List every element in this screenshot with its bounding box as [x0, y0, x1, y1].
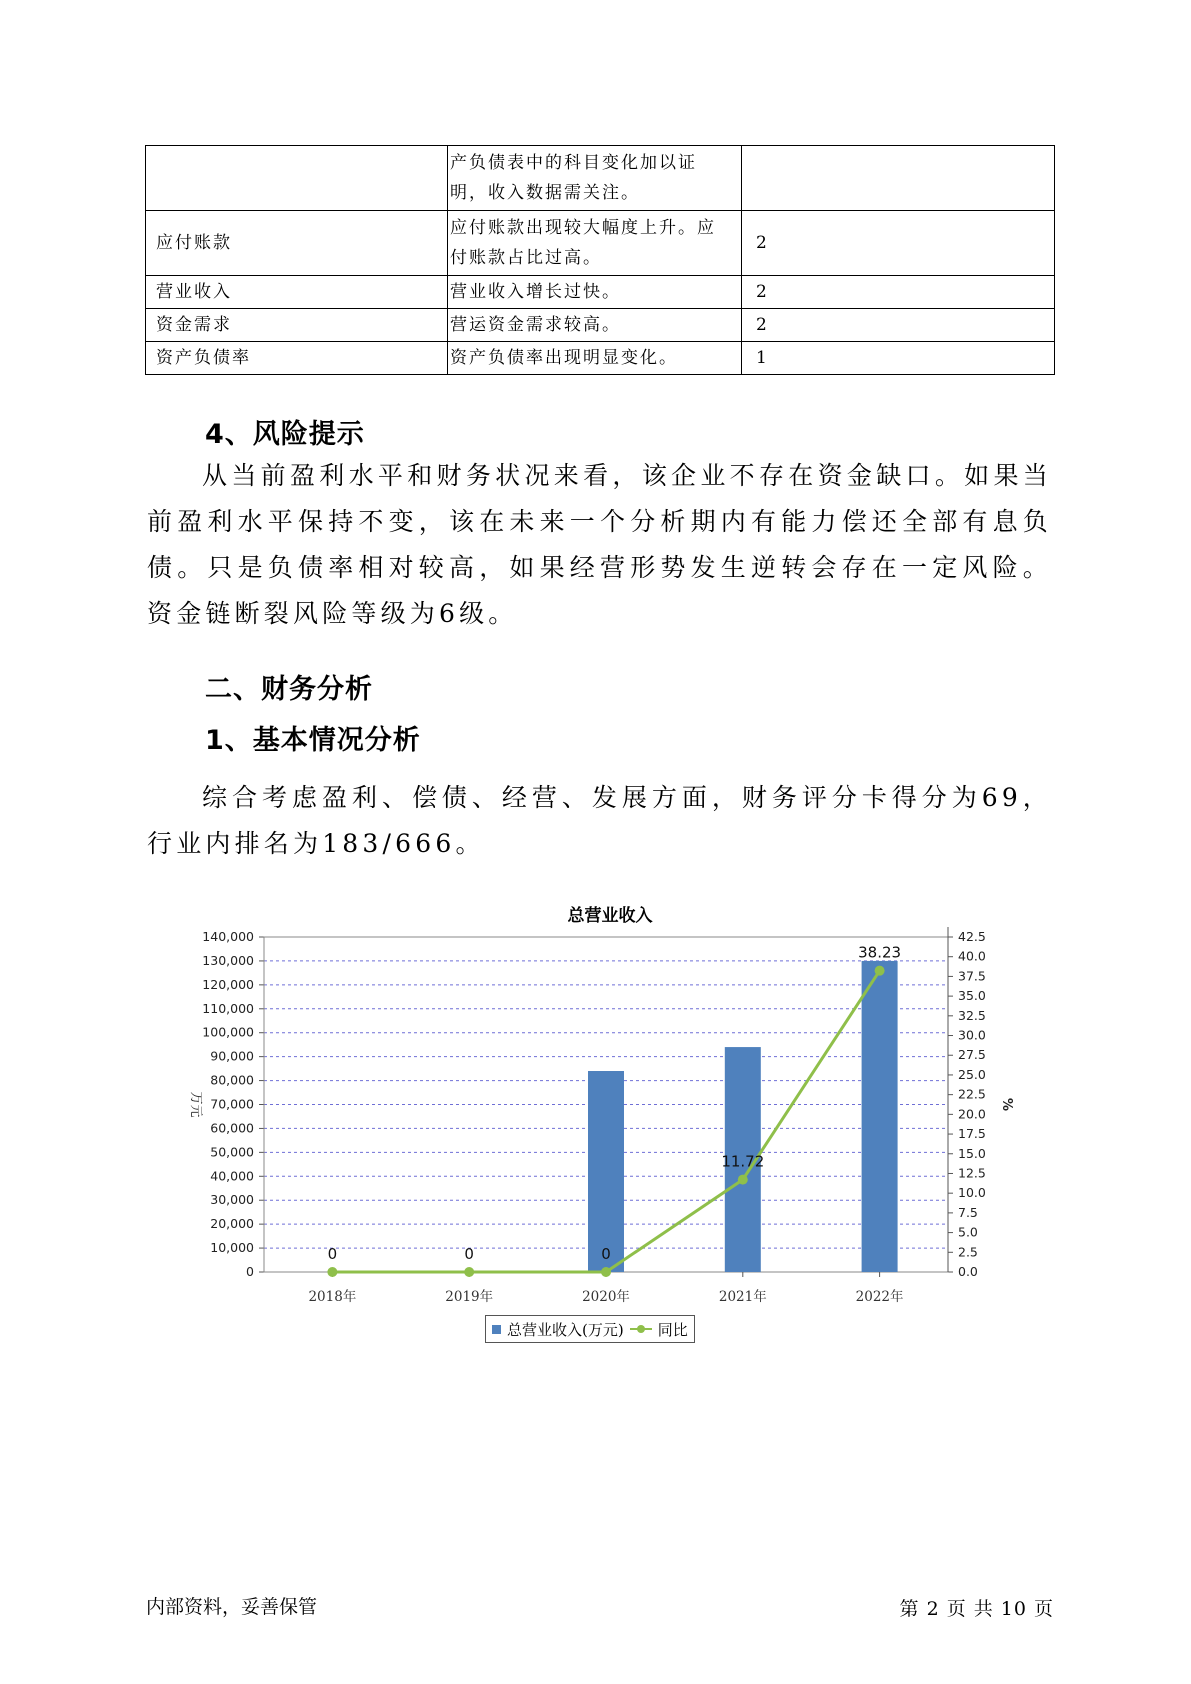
- y-tick-label: 120,000: [202, 976, 254, 992]
- y-tick-label: 90,000: [210, 1048, 254, 1064]
- legend-line-label: 同比: [657, 1320, 688, 1339]
- chart-title: 总营业收入: [567, 906, 653, 926]
- y-tick-label: 130,000: [202, 952, 254, 968]
- x-tick-label: 2019年: [445, 1289, 494, 1305]
- risk-table: [145, 145, 1055, 375]
- table-cell-level: [742, 146, 1055, 211]
- y2-tick-label: 5.0: [958, 1224, 978, 1240]
- paragraph-risk: 从当前盈利水平和财务状况来看，该企业不存在资金缺口。如果当前盈利水平保持不变，该在未来一个分析期内有能力偿还全部有息负债。只是负债率相对较高，如果经营形势发生逆转会存在一定风险。资金链断裂风险等级为6级。: [147, 461, 1052, 628]
- table-cell-item: [146, 146, 448, 211]
- y2-tick-label: 25.0: [958, 1066, 986, 1082]
- y2-tick-label: 22.5: [958, 1086, 986, 1102]
- y2-tick-label: 35.0: [958, 988, 986, 1004]
- table-row: [146, 146, 1055, 211]
- chart-legend: [485, 1315, 695, 1343]
- bar: [862, 961, 898, 1272]
- y2-tick-label: 2.5: [958, 1244, 978, 1260]
- table-cell-desc: 应付账款出现较大幅度上升。应付账款占比过高。: [448, 211, 742, 276]
- x-tick-label: 2020年: [582, 1289, 630, 1305]
- revenue-chart: [180, 895, 1040, 1355]
- table-cell-level: 2: [742, 309, 1055, 342]
- data-label: 0: [601, 1245, 611, 1263]
- legend-bar-swatch: [492, 1325, 501, 1334]
- table-cell-item: 营业收入: [146, 276, 448, 309]
- table-cell-item: 资金需求: [146, 309, 448, 342]
- y-tick-label: 60,000: [210, 1120, 254, 1136]
- yoy-point: [738, 1175, 748, 1185]
- x-tick-label: 2022年: [855, 1289, 904, 1305]
- heading-finance: 二、财务分析: [205, 674, 373, 705]
- y-tick-label: 40,000: [210, 1168, 254, 1184]
- data-label: 0: [464, 1245, 474, 1263]
- footer-confidential: 内部资料，妥善保管: [146, 1596, 318, 1618]
- y2-tick-label: 0.0: [958, 1264, 978, 1279]
- y-tick-label: 70,000: [210, 1096, 254, 1112]
- y2-tick-label: 37.5: [958, 968, 986, 984]
- y2-tick-label: 15.0: [958, 1145, 986, 1161]
- y2-tick-label: 12.5: [958, 1165, 986, 1181]
- y-tick-label: 140,000: [202, 929, 254, 944]
- table-cell-level: 1: [742, 342, 1055, 375]
- yoy-point: [327, 1267, 337, 1277]
- chart-plot: [180, 895, 1040, 1315]
- y2-tick-label: 42.5: [958, 929, 986, 944]
- y-axis-label: 万元: [188, 1091, 203, 1118]
- y-tick-label: 20,000: [210, 1216, 254, 1232]
- y2-tick-label: 32.5: [958, 1007, 986, 1023]
- data-label: 11.72: [721, 1152, 765, 1171]
- y2-tick-label: 30.0: [958, 1027, 986, 1043]
- x-tick-label: 2021年: [718, 1289, 767, 1305]
- y-tick-label: 110,000: [202, 1000, 254, 1016]
- y-tick-label: 100,000: [202, 1024, 254, 1040]
- table-cell-item: 应付账款: [146, 211, 448, 276]
- y-tick-label: 50,000: [210, 1144, 254, 1160]
- y2-tick-label: 27.5: [958, 1047, 986, 1063]
- table-cell-level: 2: [742, 276, 1055, 309]
- table-row: [146, 342, 1055, 375]
- footer-page-number: 第 2 页 共 10 页: [899, 1598, 1054, 1620]
- table-row: [146, 309, 1055, 342]
- bar: [588, 1071, 624, 1272]
- yoy-point: [464, 1267, 474, 1277]
- table-cell-desc: 资产负债率出现明显变化。: [448, 342, 742, 375]
- table-cell-level: 2: [742, 211, 1055, 276]
- legend-bar-label: 总营业收入(万元): [507, 1320, 624, 1339]
- y2-tick-label: 7.5: [958, 1204, 978, 1220]
- table-cell-desc: 产负债表中的科目变化加以证明，收入数据需关注。: [448, 146, 742, 211]
- table-cell-desc: 营业收入增长过快。: [448, 276, 742, 309]
- y2-axis-label: %: [999, 1097, 1014, 1112]
- table-cell-item: 资产负债率: [146, 342, 448, 375]
- y2-tick-label: 17.5: [958, 1126, 986, 1142]
- y-tick-label: 10,000: [210, 1240, 254, 1256]
- y2-tick-label: 10.0: [958, 1185, 986, 1201]
- yoy-point: [875, 966, 885, 976]
- y-tick-label: 30,000: [210, 1192, 254, 1208]
- data-label: 0: [327, 1245, 338, 1263]
- heading-basic: 1、基本情况分析: [205, 725, 421, 756]
- table-cell-desc: 营运资金需求较高。: [448, 309, 742, 342]
- legend-line-swatch: [630, 1324, 652, 1334]
- y-tick-label: 0: [246, 1264, 254, 1279]
- y2-tick-label: 40.0: [958, 948, 986, 964]
- table-row: [146, 211, 1055, 276]
- data-label: 38.23: [858, 943, 902, 962]
- y2-tick-label: 20.0: [958, 1106, 986, 1122]
- paragraph-basic: 综合考虑盈利、偿债、经营、发展方面，财务评分卡得分为69，行业内排名为183/666。: [147, 783, 1052, 858]
- heading-risk: 4、风险提示: [205, 419, 365, 450]
- x-tick-label: 2018年: [308, 1289, 357, 1305]
- yoy-point: [601, 1267, 611, 1277]
- y-tick-label: 80,000: [210, 1072, 254, 1088]
- table-row: [146, 276, 1055, 309]
